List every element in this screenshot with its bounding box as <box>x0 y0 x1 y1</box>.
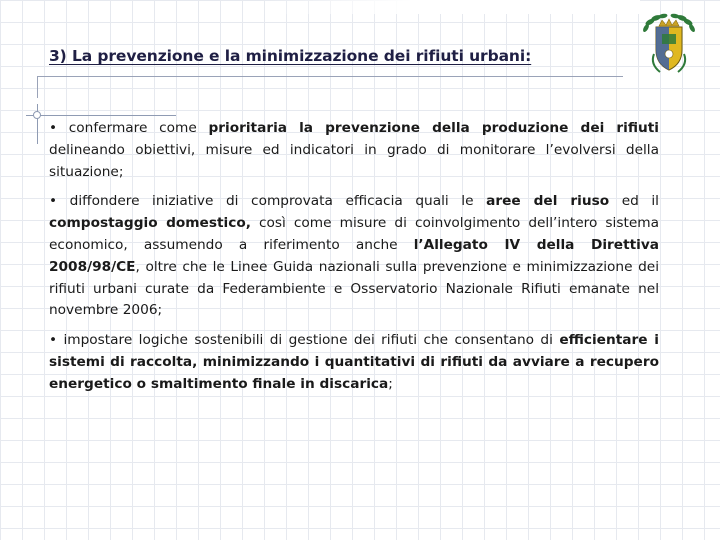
corner-rule-vertical <box>37 104 38 144</box>
bold-text: efficientare i sistemi di raccolta, minimizzando i quantitativi di rifiuti da avviare a recupero energetico o smaltimento finale in discarica <box>49 332 659 392</box>
bullet-icon: • <box>49 193 70 210</box>
bullet-paragraph <box>49 330 659 395</box>
body-text: ed il <box>609 193 659 210</box>
title-rule-tick <box>37 76 38 98</box>
body-text: ; <box>388 375 393 392</box>
bullet-paragraph <box>49 191 659 322</box>
title-underline-rule <box>37 76 623 77</box>
body-text: impostare logiche sostenibili di gestione dei rifiuti che consentano di <box>63 332 560 349</box>
bullet-paragraph <box>49 118 659 183</box>
corner-rule-horizontal <box>26 115 176 116</box>
bold-text: aree del riuso <box>486 193 610 210</box>
bold-text: compostaggio domestico, <box>49 215 251 232</box>
bold-text: l’Allegato IV della Direttiva 2008/98/CE <box>49 236 660 275</box>
bold-text: prioritaria la prevenzione della produzione dei rifiuti <box>208 120 659 136</box>
slide-title: 3) La prevenzione e la minimizzazione dei rifiuti urbani: <box>49 47 532 65</box>
body-text: così come misure di coinvolgimento dell’intero sistema economico, assumendo a riferimento anche <box>49 215 660 253</box>
body-text: confermare come <box>68 120 209 136</box>
body-text: diffondere iniziative di comprovata efficacia quali le <box>69 193 487 210</box>
body-text: , oltre che le Linee Guida nazionali sulla prevenzione e minimizzazione dei rifiuti urbani curate da Federambiente e Osservatorio Nazionale Rifiuti emanate nel novembre 2006; <box>49 258 659 319</box>
bullet-icon: • <box>49 120 69 136</box>
corner-ornament-icon <box>33 111 41 119</box>
bullet-list <box>49 118 659 404</box>
header-fade <box>260 0 640 14</box>
body-text: delineando obiettivi, misure ed indicatori in grado di monitorare l’evolversi della situazione; <box>49 141 659 180</box>
provincial-crest-icon <box>640 10 698 76</box>
bullet-icon: • <box>49 332 64 349</box>
